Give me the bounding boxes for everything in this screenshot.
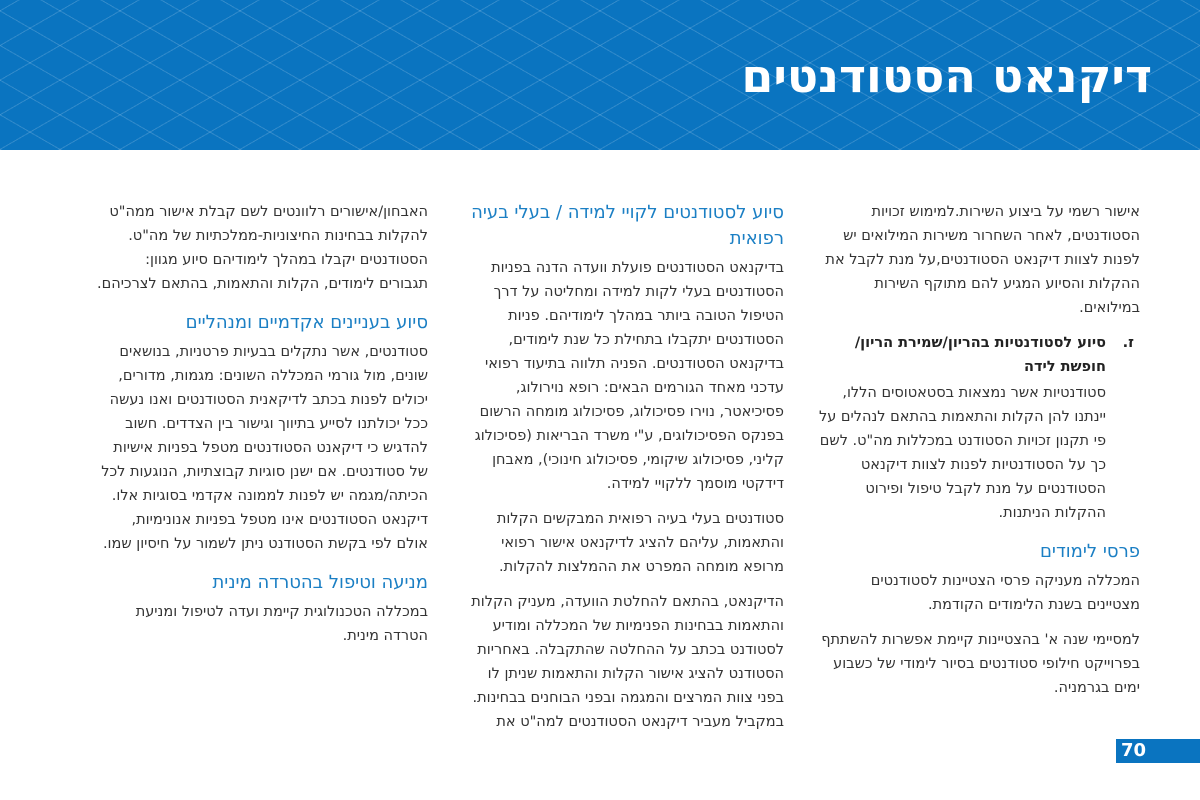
prizes-paragraph-1: המכללה מעניקה פרסי הצטיינות לסטודנטים מצטיינים בשנת הלימודים הקודמת. xyxy=(870,573,1140,613)
harassment-paragraph: במכללה הטכנולוגית קיימת ועדה לטיפול ומניעת הטרדה מינית. xyxy=(135,604,428,644)
column-right xyxy=(818,200,1140,711)
learning-disabilities-paragraph-3: הדיקנאט, בהתאם להחלטת הוועדה, מעניק הקלות והתאמות בבחינות הפנימיות של המכללה ומודיע לסטודנט בכתב על ההחלטה שהתקבלה. באחריות הסטודנט להציג אישור הקלות והתאמות שניתן לו בפני צוות המרצים והמגמה ובפני הבוחנים בבחינות. במקביל מעביר דיקנאט הסטודנטים למה"ט את xyxy=(471,594,784,730)
harassment-heading: מניעה וטיפול בהטרדה מינית xyxy=(212,572,428,593)
page-number: 70 xyxy=(1121,740,1147,761)
page-header-banner xyxy=(0,0,1200,150)
learning-disabilities-paragraph-2: סטודנטים בעלי בעיה רפואית המבקשים הקלות והתאמות, עליהם להציג לדיקנאט אישור רפואי מרופא מומחה המפרט את ההמלצות להקלות. xyxy=(496,511,784,575)
academic-admin-heading: סיוע בעניינים אקדמיים ומנהליים xyxy=(185,312,428,333)
learning-disabilities-paragraph-1: בדיקנאט הסטודנטים פועלת וועדה הדנה בפניות הסטודנטים בעלי לקות למידה ומחליטה על דרך הטיפול הטובה ביותר במהלך לימודיהם. פניות הסטודנטים יתקבלו בתחילת כל שנת לימודים, בדיקנאט הסטודנטים. הפניה תלווה בתיעוד רפואי עדכני מאחד הגורמים הבאים: רופא נוירולוג, פסיכיאטר, נוירו פסיכולוג, פסיכולוג מומחה הרשום בפנקס הפסיכולוגים, ע"י משרד הבריאות (פסיכולוג קליני, פסיכולוג שיקומי, פסיכולוג חינוכי), מאבחן דידקטי מוסמך ללקויי למידה. xyxy=(474,260,784,492)
page-title: דיקנאט הסטודנטים xyxy=(741,49,1152,103)
column-middle xyxy=(462,200,784,745)
pregnancy-support-title: סיוע לסטודנטיות בהריון/שמירת הריון/ חופשת לידה xyxy=(854,335,1106,375)
list-item-pregnancy-support xyxy=(818,331,1140,525)
list-marker: ז. xyxy=(1122,335,1134,351)
prizes-heading: פרסי לימודים xyxy=(1039,541,1140,562)
pregnancy-support-body: סטודנטיות אשר נמצאות בסטאטוסים הללו, יינתנו להן הקלות והתאמות בהתאם לנהלים על פי תקנון זכויות הסטודנט במכללות מה"ט. לשם כך על הסטודנטיות לפנות לצוות דיקנאט הסטודנטים על מנת לקבל טיפול ופירוט ההקלות הניתנות. xyxy=(819,385,1106,521)
prizes-paragraph-2: למסיימי שנה א' בהצטיינות קיימת אפשרות להשתתף בפרוייקט חילופי סטודנטים בסיור לימודי של כשבוע ימים בגרמניה. xyxy=(821,632,1140,696)
column-left xyxy=(96,200,428,659)
diagnosis-continuation-paragraph: האבחון/אישורים רלוונטים לשם קבלת אישור ממה"ט להקלות בבחינות החיצוניות-ממלכתיות של מה"ט. הסטודנטים יקבלו במהלך לימודיהם סיוע מגוון: תגבורים לימודים, הקלות והתאמות, בהתאם לצרכיהם. xyxy=(96,204,428,292)
academic-admin-paragraph: סטודנטים, אשר נתקלים בבעיות פרטניות, בנושאים שונים, מול גורמי המכללה השונים: מגמות, מדורים, יכולים לפנות בכתב לדיקאנית הסטודנטים ואנו נעשה ככל יכולתנו לסייע בתיווך וגישור בין הצדדים. חשוב להדגיש כי דיקאנט הסטודנטים מטפל בפניות אישיות של סטודנטים. אם ישנן סוגיות קבוצתיות, הנוגעות לכל הכיתה/מגמה יש לפנות לממונה אקדמי בסוגיות אלו. דיקנאט הסטודנטים אינו מטפל בפניות אנונימיות, אולם לפי בקשת הסטודנט ניתן לשמור על חיסיון שמו. xyxy=(101,344,428,552)
military-service-paragraph: אישור רשמי על ביצוע השירות.למימוש זכויות הסטודנטים, לאחר השחרור משירות המילואים יש לפנות לצוות דיקנאט הסטודנטים,על מנת לקבל את ההקלות והסיוע המגיע להם מתוקף השירות במילואים. xyxy=(825,204,1140,316)
learning-disabilities-heading: סיוע לסטודנטים לקויי למידה / בעלי בעיה רפואית xyxy=(471,202,784,249)
